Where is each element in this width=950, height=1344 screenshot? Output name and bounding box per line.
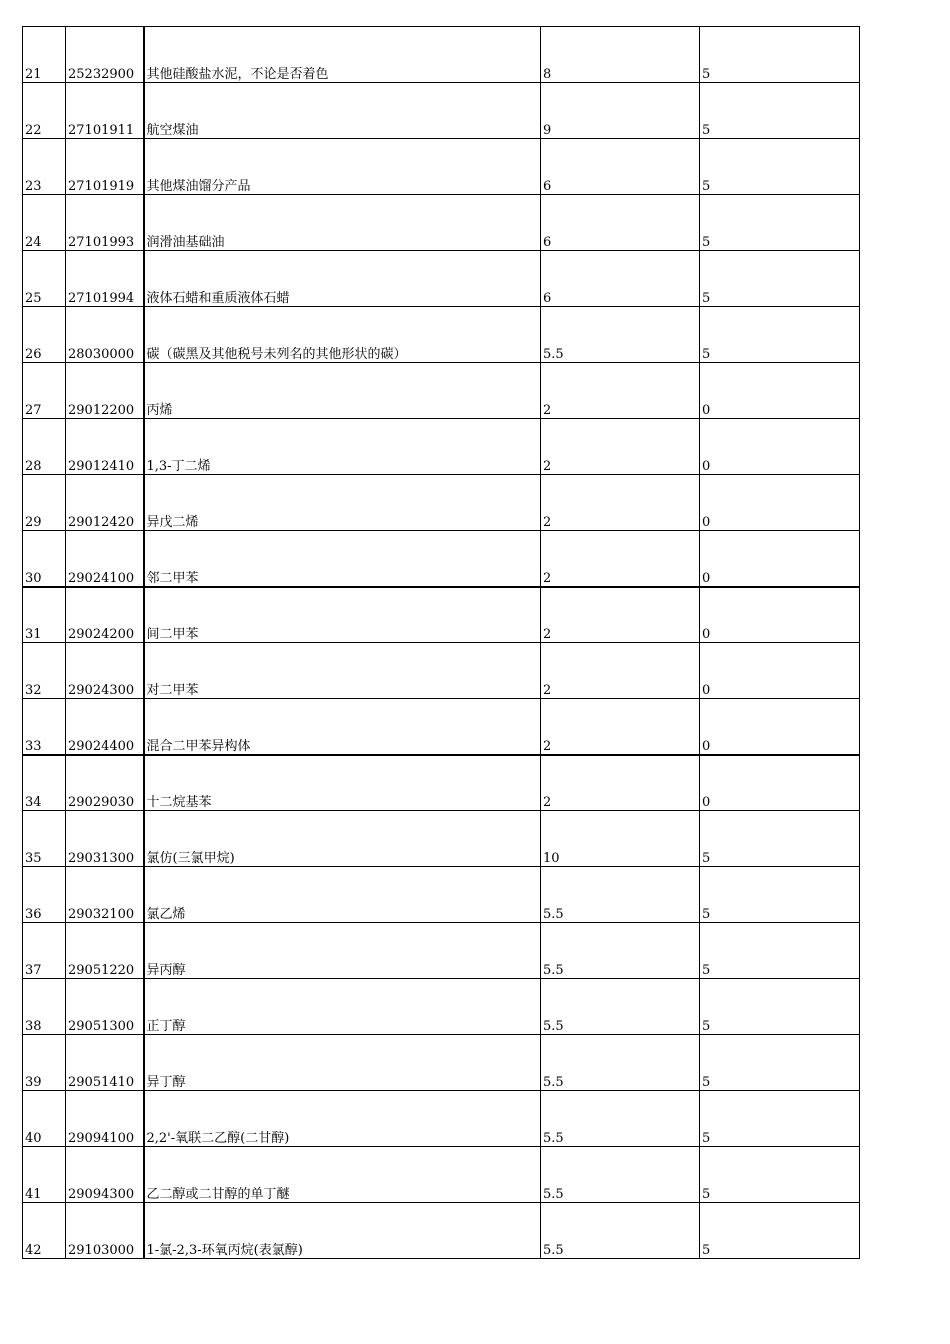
tariff-code-cell: 29031300: [66, 811, 144, 867]
row-number-cell: 30: [23, 531, 66, 587]
row-number-cell: 21: [23, 27, 66, 83]
product-name-cell: 正丁醇: [144, 979, 541, 1035]
rate-1-cell: 6: [541, 195, 700, 251]
rate-1-cell: 6: [541, 251, 700, 307]
tariff-table: [22, 26, 860, 1259]
row-number-cell: 26: [23, 307, 66, 363]
row-number-cell: 28: [23, 419, 66, 475]
rate-1-cell: 2: [541, 643, 700, 699]
product-name-cell: 1-氯-2,3-环氧丙烷(表氯醇): [144, 1203, 541, 1259]
rate-2-cell: 0: [700, 363, 860, 419]
product-name-cell: 其他煤油馏分产品: [144, 139, 541, 195]
rate-2-cell: 0: [700, 531, 860, 587]
tariff-code-cell: 29012420: [66, 475, 144, 531]
row-number-cell: 22: [23, 83, 66, 139]
product-name-cell: 润滑油基础油: [144, 195, 541, 251]
rate-1-cell: 2: [541, 475, 700, 531]
table-row: [23, 27, 860, 83]
tariff-code-cell: 25232900: [66, 27, 144, 83]
rate-2-cell: 0: [700, 475, 860, 531]
row-number-cell: 24: [23, 195, 66, 251]
rate-2-cell: 5: [700, 1203, 860, 1259]
table-row: [23, 699, 860, 755]
tariff-code-cell: 29012410: [66, 419, 144, 475]
tariff-code-cell: 29024200: [66, 587, 144, 643]
tariff-code-cell: 27101993: [66, 195, 144, 251]
row-number-cell: 41: [23, 1147, 66, 1203]
tariff-code-cell: 27101919: [66, 139, 144, 195]
product-name-cell: 航空煤油: [144, 83, 541, 139]
rate-1-cell: 5.5: [541, 867, 700, 923]
tariff-code-cell: 28030000: [66, 307, 144, 363]
row-number-cell: 36: [23, 867, 66, 923]
product-name-cell: 2,2'-氧联二乙醇(二甘醇): [144, 1091, 541, 1147]
table-row: [23, 1203, 860, 1259]
rate-2-cell: 5: [700, 811, 860, 867]
rate-1-cell: 5.5: [541, 1091, 700, 1147]
tariff-code-cell: 29032100: [66, 867, 144, 923]
rate-1-cell: 5.5: [541, 1203, 700, 1259]
tariff-code-cell: 29024400: [66, 699, 144, 755]
rate-1-cell: 2: [541, 587, 700, 643]
rate-1-cell: 2: [541, 755, 700, 811]
row-number-cell: 27: [23, 363, 66, 419]
table-row: [23, 867, 860, 923]
product-name-cell: 邻二甲苯: [144, 531, 541, 587]
rate-2-cell: 0: [700, 419, 860, 475]
rate-1-cell: 2: [541, 363, 700, 419]
tariff-code-cell: 27101994: [66, 251, 144, 307]
product-name-cell: 十二烷基苯: [144, 755, 541, 811]
product-name-cell: 液体石蜡和重质液体石蜡: [144, 251, 541, 307]
tariff-code-cell: 29094100: [66, 1091, 144, 1147]
row-number-cell: 37: [23, 923, 66, 979]
rate-2-cell: 5: [700, 1035, 860, 1091]
table-row: [23, 923, 860, 979]
tariff-code-cell: 29103000: [66, 1203, 144, 1259]
rate-2-cell: 5: [700, 923, 860, 979]
product-name-cell: 1,3-丁二烯: [144, 419, 541, 475]
tariff-code-cell: 29029030: [66, 755, 144, 811]
rate-2-cell: 0: [700, 755, 860, 811]
table-row: [23, 811, 860, 867]
table-row: [23, 83, 860, 139]
rate-2-cell: 5: [700, 27, 860, 83]
product-name-cell: 碳（碳黑及其他税号未列名的其他形状的碳）: [144, 307, 541, 363]
product-name-cell: 混合二甲苯异构体: [144, 699, 541, 755]
table-row: [23, 587, 860, 643]
table-row: [23, 531, 860, 587]
rate-1-cell: 2: [541, 531, 700, 587]
rate-1-cell: 5.5: [541, 979, 700, 1035]
rate-1-cell: 9: [541, 83, 700, 139]
table-row: [23, 1091, 860, 1147]
tariff-code-cell: 29094300: [66, 1147, 144, 1203]
rate-2-cell: 0: [700, 587, 860, 643]
product-name-cell: 氯乙烯: [144, 867, 541, 923]
table-row: [23, 139, 860, 195]
rate-2-cell: 5: [700, 83, 860, 139]
product-name-cell: 丙烯: [144, 363, 541, 419]
rate-2-cell: 0: [700, 699, 860, 755]
rate-2-cell: 5: [700, 1147, 860, 1203]
rate-1-cell: 5.5: [541, 923, 700, 979]
product-name-cell: 异丙醇: [144, 923, 541, 979]
table-row: [23, 643, 860, 699]
rate-2-cell: 5: [700, 979, 860, 1035]
row-number-cell: 29: [23, 475, 66, 531]
rate-1-cell: 2: [541, 699, 700, 755]
row-number-cell: 34: [23, 755, 66, 811]
tariff-code-cell: 29051410: [66, 1035, 144, 1091]
tariff-code-cell: 29024100: [66, 531, 144, 587]
row-number-cell: 23: [23, 139, 66, 195]
table-row: [23, 1035, 860, 1091]
tariff-code-cell: 29051300: [66, 979, 144, 1035]
product-name-cell: 对二甲苯: [144, 643, 541, 699]
product-name-cell: 氯仿(三氯甲烷): [144, 811, 541, 867]
rate-2-cell: 5: [700, 307, 860, 363]
table-row: [23, 755, 860, 811]
row-number-cell: 39: [23, 1035, 66, 1091]
rate-1-cell: 5.5: [541, 1147, 700, 1203]
rate-1-cell: 5.5: [541, 307, 700, 363]
rate-1-cell: 5.5: [541, 1035, 700, 1091]
table-row: [23, 307, 860, 363]
row-number-cell: 35: [23, 811, 66, 867]
tariff-code-cell: 29012200: [66, 363, 144, 419]
table-row: [23, 979, 860, 1035]
rate-2-cell: 5: [700, 195, 860, 251]
rate-1-cell: 8: [541, 27, 700, 83]
row-number-cell: 42: [23, 1203, 66, 1259]
rate-2-cell: 5: [700, 1091, 860, 1147]
product-name-cell: 乙二醇或二甘醇的单丁醚: [144, 1147, 541, 1203]
table-row: [23, 419, 860, 475]
tariff-code-cell: 27101911: [66, 83, 144, 139]
row-number-cell: 32: [23, 643, 66, 699]
table-row: [23, 195, 860, 251]
row-number-cell: 38: [23, 979, 66, 1035]
rate-1-cell: 6: [541, 139, 700, 195]
table-row: [23, 363, 860, 419]
row-number-cell: 40: [23, 1091, 66, 1147]
table-row: [23, 251, 860, 307]
rate-1-cell: 2: [541, 419, 700, 475]
table-row: [23, 475, 860, 531]
product-name-cell: 异丁醇: [144, 1035, 541, 1091]
table-row: [23, 1147, 860, 1203]
product-name-cell: 间二甲苯: [144, 587, 541, 643]
tariff-code-cell: 29051220: [66, 923, 144, 979]
row-number-cell: 33: [23, 699, 66, 755]
rate-2-cell: 5: [700, 139, 860, 195]
rate-2-cell: 5: [700, 251, 860, 307]
rate-2-cell: 5: [700, 867, 860, 923]
product-name-cell: 其他硅酸盐水泥，不论是否着色: [144, 27, 541, 83]
rate-1-cell: 10: [541, 811, 700, 867]
tariff-code-cell: 29024300: [66, 643, 144, 699]
product-name-cell: 异戊二烯: [144, 475, 541, 531]
row-number-cell: 31: [23, 587, 66, 643]
rate-2-cell: 0: [700, 643, 860, 699]
tariff-table-body: [23, 27, 860, 1259]
row-number-cell: 25: [23, 251, 66, 307]
